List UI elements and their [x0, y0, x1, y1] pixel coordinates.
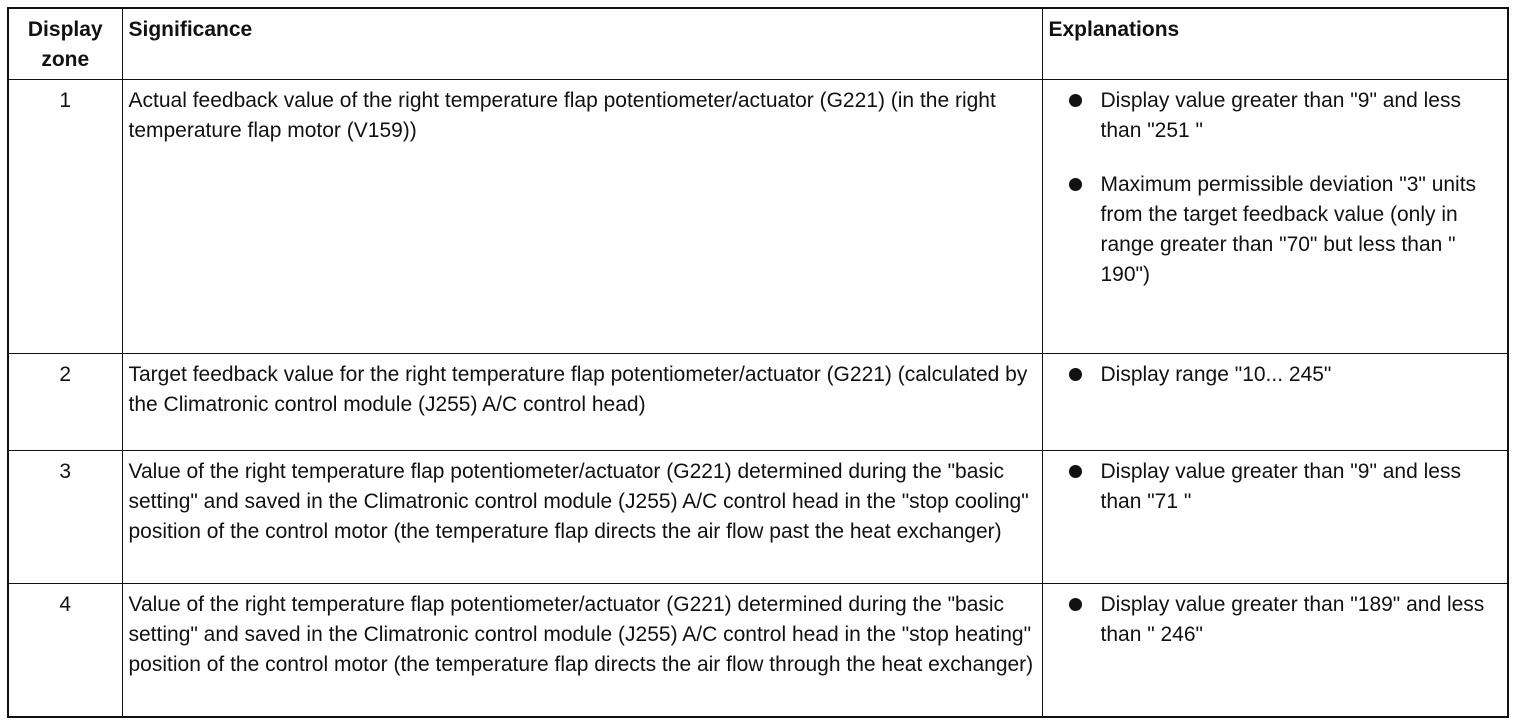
header-explanations: Explanations [1042, 8, 1508, 80]
zone-number: 1 [8, 80, 122, 354]
explanation-text: Display value greater than "189" and less than " 246" [1100, 593, 1485, 646]
bullet-icon [1069, 465, 1082, 478]
explanations-cell [1042, 354, 1508, 451]
header-significance: Significance [122, 8, 1042, 80]
explanation-text: Maximum permissible deviation "3" units from the target feedback value (only in range greater than "70" but less than " 190") [1100, 173, 1477, 286]
explanation-item [1049, 170, 1502, 290]
explanations-cell [1042, 80, 1508, 354]
explanations-cell [1042, 451, 1508, 584]
significance-cell: Actual feedback value of the right temperature flap potentiometer/actuator (G221) (in the right temperature flap motor (V159)) [122, 80, 1042, 354]
table-header-row [8, 8, 1508, 80]
bullet-icon [1069, 368, 1082, 381]
table-row [8, 80, 1508, 354]
significance-cell: Value of the right temperature flap potentiometer/actuator (G221) determined during the "basic setting" and saved in the Climatronic control module (J255) A/C control head in the "stop heating" position of the control motor (the temperature flap directs the air flow through the heat exchanger) [122, 584, 1042, 717]
explanation-item [1049, 360, 1502, 390]
significance-cell: Value of the right temperature flap potentiometer/actuator (G221) determined during the "basic setting" and saved in the Climatronic control module (J255) A/C control head in the "stop cooling" position of the control motor (the temperature flap directs the air flow past the heat exchanger) [122, 451, 1042, 584]
table-row [8, 354, 1508, 451]
explanation-text: Display range "10... 245" [1100, 363, 1332, 386]
explanation-item [1049, 86, 1502, 146]
header-display-zone: Display zone [8, 8, 122, 80]
table-row [8, 451, 1508, 584]
table-row [8, 584, 1508, 717]
explanation-text: Display value greater than "9" and less than "71 " [1100, 460, 1461, 513]
explanation-text: Display value greater than "9" and less than "251 " [1100, 89, 1461, 142]
bullet-icon [1069, 178, 1082, 191]
explanations-cell [1042, 584, 1508, 717]
significance-cell: Target feedback value for the right temperature flap potentiometer/actuator (G221) (calculated by the Climatronic control module (J255) A/C control head) [122, 354, 1042, 451]
zone-number: 2 [8, 354, 122, 451]
zone-number: 4 [8, 584, 122, 717]
explanation-item [1049, 457, 1502, 517]
zone-number: 3 [8, 451, 122, 584]
explanation-item [1049, 590, 1502, 650]
bullet-icon [1069, 94, 1082, 107]
bullet-icon [1069, 598, 1082, 611]
display-zone-table [7, 7, 1509, 718]
